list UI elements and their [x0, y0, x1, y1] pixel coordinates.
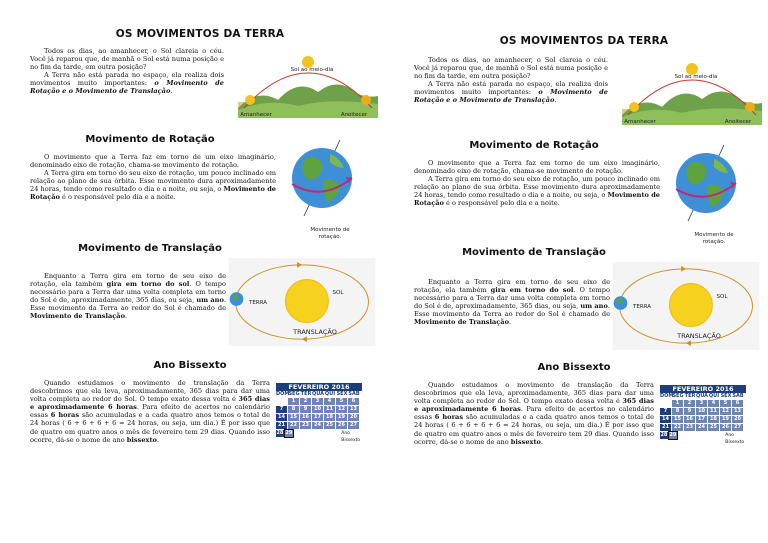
sunrise-label: Amanhecer: [624, 119, 656, 125]
weekday-label: DOM: [276, 391, 290, 397]
calendar-week: [660, 432, 746, 446]
calendar-day: 1: [672, 400, 683, 407]
rotation-text: O movimento que a Terra faz em torno de um eixo imaginário, denominado eixo de rotação, chama-se movimento de rotação. A Terra gira em torno do seu eixo de rotação, um pouco inclinado em relação ao plano de sua órbita. Esse movimento dura aproximadamente 24 horas, tendo como resultado o dia e a noite, ou seja, o Movimento de Rotação é o responsável pelo dia e a noite.: [414, 159, 660, 208]
weekday-label: SEX: [720, 393, 732, 399]
calendar-day: 23: [684, 424, 695, 431]
calendar-week: [660, 416, 746, 423]
calendar-day: 20: [732, 416, 743, 423]
calendar-week: [660, 400, 746, 407]
leap-year-text: Quando estudamos o movimento de translação da Terra descobrimos que ela leva, aproximadamente, 365 dias para dar uma volta completa ao redor do Sol. O tempo exato dessa volta é 365 dias e aproximadamente 6 horas. Para efeito de acertos no calendário essas 6 horas são acumuladas e a cada quatro anos temos o total de 24 horas ( 6 + 6 + 6 + 6 = 24 horas, ou seja, um dia.) É por isso que de quatro em quatro anos o mês de fevereiro tem 29 dias. Quando isso ocorre, dá-se o nome de ano bissexto.: [414, 381, 654, 446]
calendar-day: 18: [324, 414, 335, 421]
translation-text: Enquanto a Terra gira em torno de seu eixo de rotação, ela também gira em torno do sol. O tempo necessário para a Terra dar uma volta completa em torno do Sol é de, aproximadamente, 365 dias, ou seja, um ano. Esse movimento da Terra ao redor do Sol é chamado de Movimento de Translação.: [30, 272, 226, 321]
intro-text: Todos os dias, ao amanhecer, o Sol clareia o céu. Você já reparou que, de manhã o Sol está numa posição e no fim da tarde, em outra posição? A Terra não está parada no espaço, ela realiza dois movimentos muito importantes: o Movimento de Rotação e o Movimento de Translação.: [414, 56, 608, 105]
february-calendar: [276, 383, 362, 444]
calendar-day: [696, 432, 704, 439]
weekday-label: SEX: [336, 391, 348, 397]
worksheet-right: [384, 0, 768, 543]
weekday-label: SAB: [732, 393, 744, 399]
rotation-caption: Movimento de rotação.: [694, 232, 734, 245]
calendar-day: 29: [285, 430, 293, 436]
leap-year-heading: Ano Bissexto: [537, 362, 611, 373]
calendar-week: [276, 422, 362, 429]
calendar-week: [276, 430, 362, 444]
calendar-day: 29: [669, 432, 677, 438]
weekday-label: QUA: [696, 393, 709, 399]
weekday-label: SEG: [672, 393, 684, 399]
calendar-day: 20: [348, 414, 359, 421]
calendar-day: 4: [324, 398, 335, 405]
calendar-day: 19: [720, 416, 731, 423]
calendar-day: 22: [288, 422, 299, 429]
weekday-label: QUA: [312, 391, 325, 397]
calendar-day: 3: [696, 400, 707, 407]
earth-label: TERRA: [632, 304, 652, 310]
translation-heading: Movimento de Translação: [462, 247, 606, 258]
calendar-day: [312, 430, 320, 437]
calendar-day: 12: [720, 408, 731, 415]
calendar-day: 17: [696, 416, 707, 423]
calendar-day: 13: [732, 408, 743, 415]
calendar-day: 5: [336, 398, 347, 405]
calendar-day: 28: [276, 430, 284, 436]
calendar-day: 4: [708, 400, 719, 407]
calendar-day: 10: [696, 408, 707, 415]
calendar-day: 9: [300, 406, 311, 413]
calendar-week: [276, 414, 362, 421]
calendar-day: 9: [684, 408, 695, 415]
sun-path-illustration: [234, 48, 382, 118]
page-title: OS MOVIMENTOS DA TERRA: [499, 35, 669, 47]
calendar-day: 14: [660, 416, 671, 423]
sunset-label: Anoitecer: [724, 119, 752, 125]
rotation-heading: Movimento de Rotação: [469, 140, 599, 151]
calendar-day: 2: [300, 398, 311, 405]
calendar-title: FEVEREIRO 2016: [276, 383, 362, 391]
calendar-day: 6: [348, 398, 359, 405]
calendar-day: 3: [312, 398, 323, 405]
calendar-week: [660, 424, 746, 431]
translation-text: Enquanto a Terra gira em torno de seu eixo de rotação, ela também gira em torno do sol. O tempo necessário para a Terra dar uma volta completa em torno do Sol é de, aproximadamente, 365 dias, ou seja, um ano. Esse movimento da Terra ao redor do Sol é chamado de Movimento de Translação.: [414, 278, 610, 327]
weekday-label: TER: [684, 393, 696, 399]
calendar-day: [704, 432, 712, 439]
calendar-day: [303, 430, 311, 437]
weekday-label: QUI: [324, 391, 336, 397]
calendar-day: 21: [660, 424, 671, 431]
calendar-day: 25: [324, 422, 335, 429]
calendar-day: 8: [672, 408, 683, 415]
calendar-day: 19: [336, 414, 347, 421]
calendar-day: [329, 430, 337, 437]
rotating-earth-illustration: [282, 138, 362, 218]
weekday-label: TER: [300, 391, 312, 397]
calendar-day: 16: [684, 416, 695, 423]
calendar-day: 10: [312, 406, 323, 413]
february-calendar: [660, 385, 746, 446]
sun-path-illustration: [618, 55, 766, 125]
calendar-day: 22: [672, 424, 683, 431]
calendar-grid: [660, 400, 746, 446]
calendar-day: [276, 398, 287, 405]
leap-year-note: Ano Bissexto: [341, 431, 361, 443]
calendar-day: 25: [708, 424, 719, 431]
calendar-day: 26: [720, 424, 731, 431]
calendar-day: 12: [336, 406, 347, 413]
translation-label: TRANSLAÇÃO: [293, 328, 337, 336]
calendar-day: 1: [288, 398, 299, 405]
calendar-week: [276, 406, 362, 413]
calendar-day: [320, 430, 328, 437]
earth-label: TERRA: [248, 300, 268, 306]
calendar-day: [660, 400, 671, 407]
calendar-day: [678, 432, 686, 439]
leap-year-heading: Ano Bissexto: [153, 360, 227, 371]
translation-label: TRANSLAÇÃO: [677, 332, 721, 340]
calendar-day: 28: [660, 432, 668, 438]
calendar-day: 24: [312, 422, 323, 429]
page-title: OS MOVIMENTOS DA TERRA: [115, 28, 285, 40]
calendar-weekdays: [276, 391, 362, 397]
calendar-day: 15: [672, 416, 683, 423]
leap-year-text: Quando estudamos o movimento de translação da Terra descobrimos que ela leva, aproximadamente, 365 dias para dar uma volta completa ao redor do Sol. O tempo exato dessa volta é 365 dias e aproximadamente 6 horas. Para efeito de acertos no calendário essas 6 horas são acumuladas e a cada quatro anos temos o total de 24 horas ( 6 + 6 + 6 + 6 = 24 horas, ou seja, um dia.) É por isso que de quatro em quatro anos o mês de fevereiro tem 29 dias. Quando isso ocorre, dá-se o nome de ano bissexto.: [30, 379, 270, 444]
calendar-day: 15: [288, 414, 299, 421]
calendar-grid: [276, 398, 362, 444]
calendar-day: 17: [312, 414, 323, 421]
rotation-text: O movimento que a Terra faz em torno de um eixo imaginário, denominado eixo de rotação, chama-se movimento de rotação. A Terra gira em torno do seu eixo de rotação, um pouco inclinado em relação ao plano de sua órbita. Esse movimento dura aproximadamente 24 horas, tendo como resultado o dia e a noite, ou seja, o Movimento de Rotação é o responsável pelo dia e a noite.: [30, 153, 276, 202]
calendar-day: 6: [732, 400, 743, 407]
sun-noon-label: Sol ao meio-dia: [290, 67, 334, 73]
weekday-label: SEG: [288, 391, 300, 397]
calendar-day: 21: [276, 422, 287, 429]
calendar-day: 18: [708, 416, 719, 423]
calendar-day: 27: [348, 422, 359, 429]
calendar-day: 7: [660, 408, 671, 415]
rotation-caption: Movimento de rotação.: [310, 227, 350, 240]
sunrise-label: Amanhecer: [240, 112, 272, 118]
calendar-day: 8: [288, 406, 299, 413]
weekday-label: QUI: [708, 393, 720, 399]
calendar-day: 27: [732, 424, 743, 431]
leap-year-note: Ano Bissexto: [725, 433, 745, 445]
calendar-day: 7: [276, 406, 287, 413]
sun-label: SOL: [716, 294, 728, 300]
translation-heading: Movimento de Translação: [78, 243, 222, 254]
calendar-week: [276, 398, 362, 405]
calendar-day: [687, 432, 695, 439]
weekday-label: DOM: [660, 393, 674, 399]
calendar-week: [660, 408, 746, 415]
calendar-title: FEVEREIRO 2016: [660, 385, 746, 393]
calendar-day: 13: [348, 406, 359, 413]
rotation-heading: Movimento de Rotação: [85, 134, 215, 145]
calendar-day: 2: [684, 400, 695, 407]
sun-noon-label: Sol ao meio-dia: [674, 74, 718, 80]
calendar-day: 16: [300, 414, 311, 421]
calendar-day: [294, 430, 302, 437]
calendar-day: 11: [708, 408, 719, 415]
sun-label: SOL: [332, 290, 344, 296]
calendar-day: 24: [696, 424, 707, 431]
calendar-weekdays: [660, 393, 746, 399]
sunset-label: Anoitecer: [340, 112, 368, 118]
calendar-day: 11: [324, 406, 335, 413]
weekday-label: SAB: [348, 391, 360, 397]
calendar-day: 23: [300, 422, 311, 429]
calendar-day: 14: [276, 414, 287, 421]
intro-text: Todos os dias, ao amanhecer, o Sol clareia o céu. Você já reparou que, de manhã o Sol está numa posição e no fim da tarde, em outra posição? A Terra não está parada no espaço, ela realiza dois movimentos muito importantes: o Movimento de Rotação e o Movimento de Translação.: [30, 47, 224, 96]
calendar-day: 5: [720, 400, 731, 407]
calendar-day: 26: [336, 422, 347, 429]
calendar-day: [713, 432, 721, 439]
rotating-earth-illustration: [666, 143, 746, 223]
